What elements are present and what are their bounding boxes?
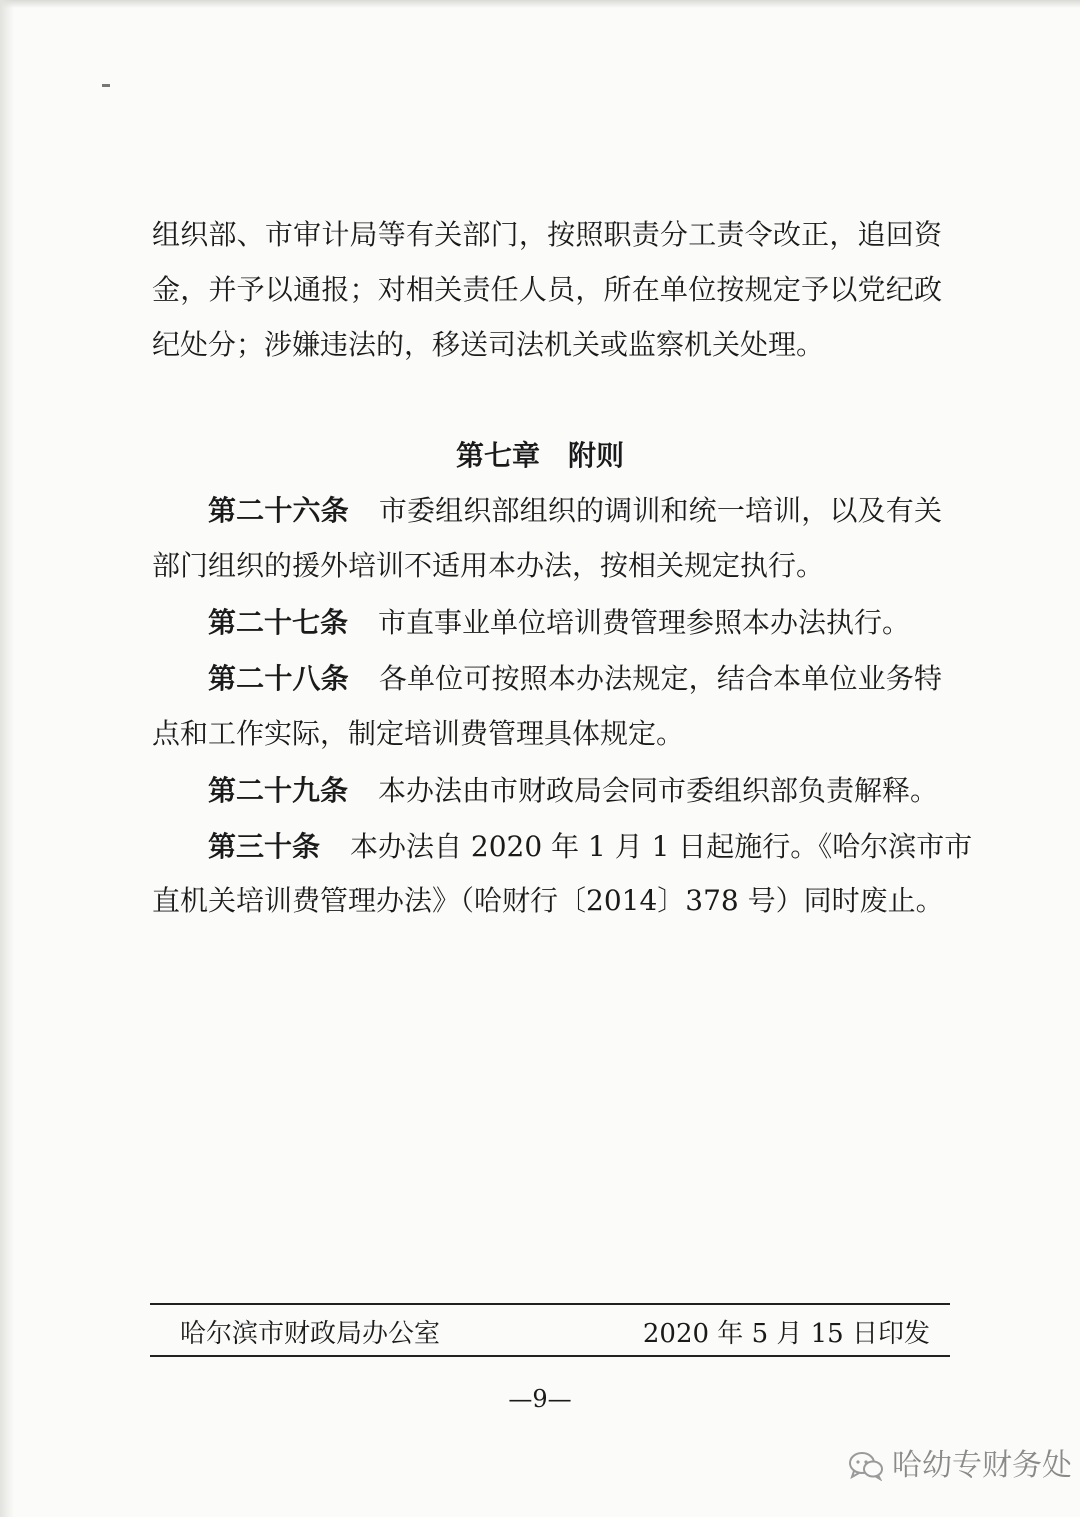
footer-rule-top [150, 1303, 950, 1305]
article-28-line-2: 点和工作实际，制定培训费管理具体规定。 [152, 717, 685, 750]
wechat-icon [848, 1451, 884, 1481]
article-29-text-1: 本办法由市财政局会同市委组织部负责解释。 [378, 774, 939, 807]
article-28-line-1 [208, 661, 942, 697]
article-28-text-1: 各单位可按照本办法规定，结合本单位业务特 [378, 662, 942, 695]
scan-speck [102, 84, 110, 87]
article-26-heading: 第二十六条 [208, 494, 349, 527]
article-28-heading: 第二十八条 [208, 662, 349, 695]
article-26-line-2: 部门组织的援外培训不适用本办法，按相关规定执行。 [152, 549, 825, 582]
page-number: —9— [508, 1385, 572, 1413]
article-30-line-2: 直机关培训费管理办法》（哈财行〔2014〕378 号）同时废止。 [152, 884, 944, 917]
article-26-line-1 [208, 493, 942, 529]
continuation-line-2: 金，并予以通报；对相关责任人员，所在单位按规定予以党纪政 [152, 273, 942, 306]
article-29-heading: 第二十九条 [208, 774, 349, 807]
chapter-number: 第七章 [455, 439, 540, 472]
continuation-line-3: 纪处分；涉嫌违法的，移送司法机关或监察机关处理。 [152, 328, 825, 361]
footer-date: 2020 年 5 月 15 日印发 [642, 1319, 930, 1349]
article-27-text-1: 市直事业单位培训费管理参照本办法执行。 [378, 606, 911, 639]
scan-edge-top [0, 0, 1080, 8]
footer-rule-bottom [150, 1355, 950, 1357]
article-30-heading: 第三十条 [208, 830, 321, 863]
footer-issuer: 哈尔滨市财政局办公室 [180, 1319, 441, 1349]
article-30-line-1 [208, 829, 973, 865]
chapter-heading [0, 438, 1080, 474]
chapter-title: 附则 [568, 439, 625, 472]
article-30-text-1: 本办法自 2020 年 1 月 1 日起施行。《哈尔滨市市 [350, 830, 973, 863]
article-26-text-1: 市委组织部组织的调训和统一培训，以及有关 [378, 494, 942, 527]
article-27-heading: 第二十七条 [208, 606, 349, 639]
watermark [848, 1446, 1072, 1486]
article-27-line-1 [208, 605, 942, 641]
scan-edge-left [0, 0, 14, 1517]
watermark-text: 哈幼专财务处 [892, 1448, 1072, 1483]
continuation-line-1: 组织部、市审计局等有关部门，按照职责分工责令改正，追回资 [152, 218, 942, 251]
article-29-line-1 [208, 773, 942, 809]
